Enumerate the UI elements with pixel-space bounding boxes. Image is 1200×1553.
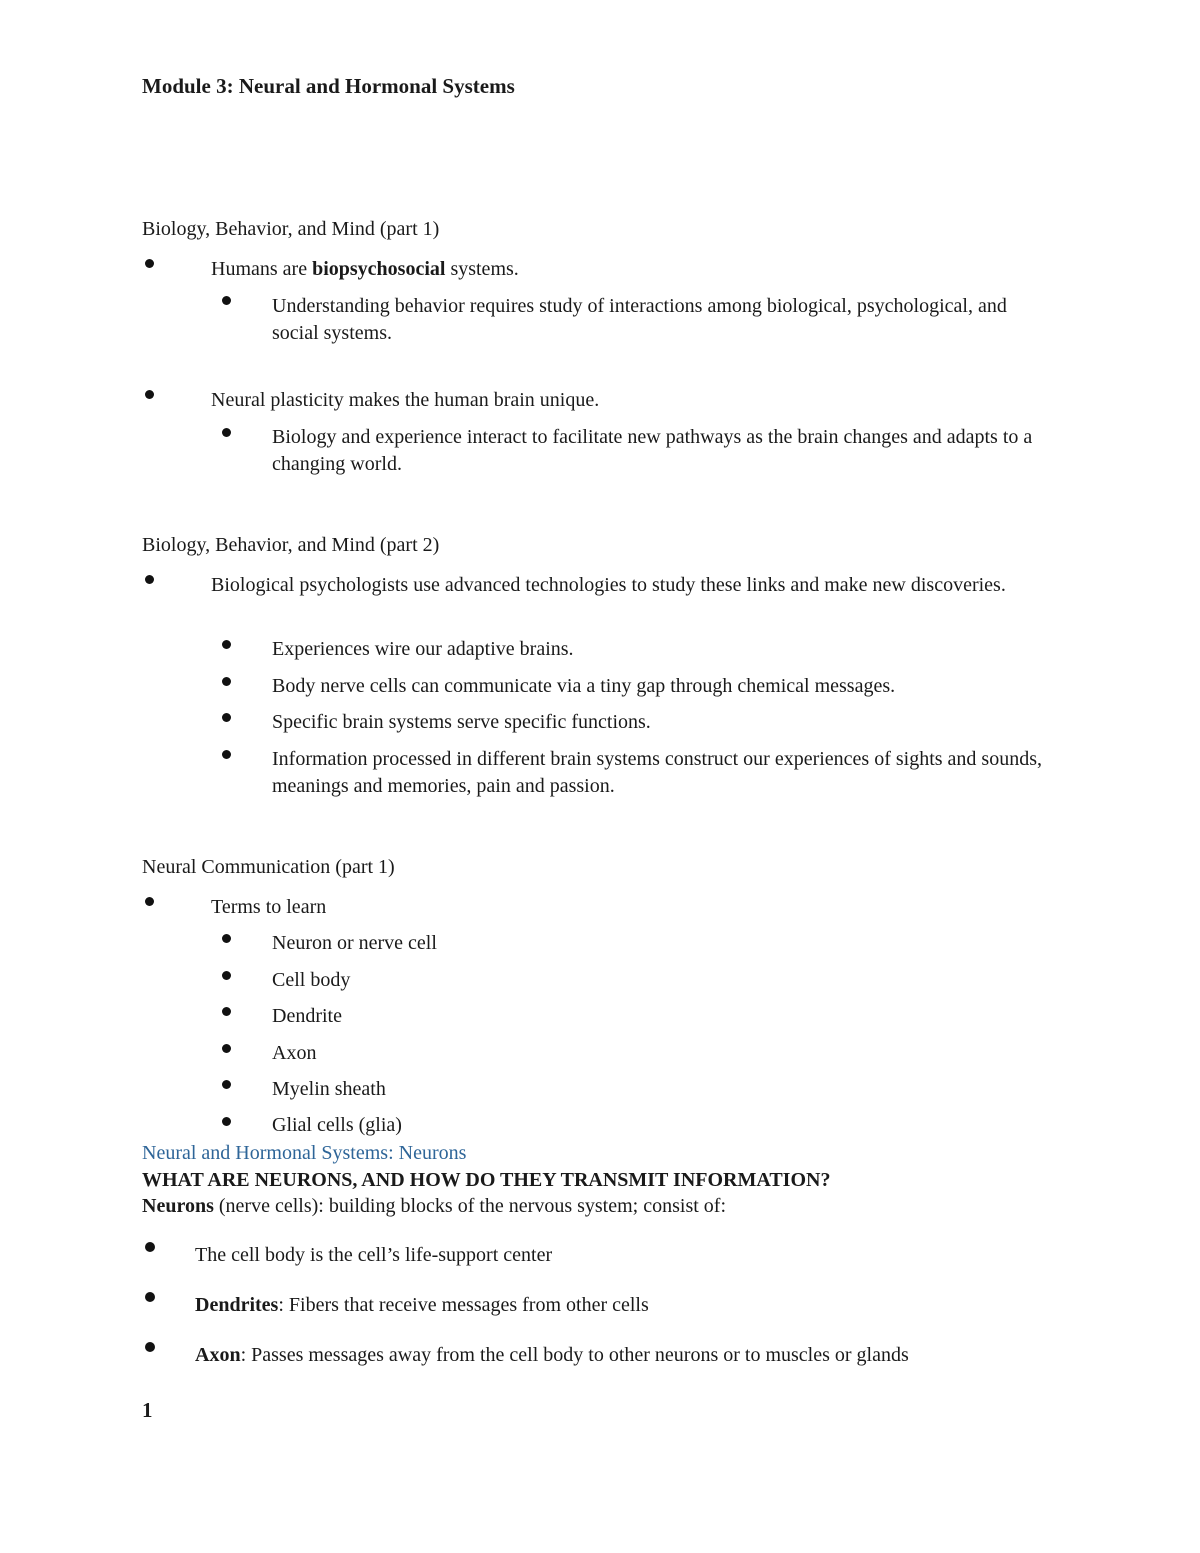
- list-item: Cell body: [272, 969, 351, 991]
- list-item: Glial cells (glia): [272, 1114, 402, 1136]
- list-item: Neuron or nerve cell: [272, 932, 437, 954]
- section-heading-part1: Biology, Behavior, and Mind (part 1): [142, 218, 440, 240]
- page-number: 1: [142, 1398, 153, 1422]
- intro-rest: (nerve cells): building blocks of the nervous system; consist of:: [213, 1195, 727, 1217]
- list-item: Neural plasticity makes the human brain unique.: [211, 389, 600, 411]
- bullet-icon: [145, 1342, 155, 1352]
- section-heading-neural-communication: Neural Communication (part 1): [142, 856, 395, 878]
- bullet-icon: [222, 640, 231, 649]
- bullet-icon: [145, 390, 154, 399]
- list-item: Understanding behavior requires study of interactions among biological, psychological, and social systems.: [272, 295, 1007, 344]
- document-title: Module 3: Neural and Hormonal Systems: [142, 74, 515, 98]
- item-rest: : Fibers that receive messages from other cells: [278, 1294, 649, 1316]
- bullet-icon: [145, 1292, 155, 1302]
- list-item: [195, 1292, 1095, 1319]
- section-heading-part2: Biology, Behavior, and Mind (part 2): [142, 534, 440, 556]
- list-item: Terms to learn: [211, 896, 327, 918]
- list-item: Biological psychologists use advanced technologies to study these links and make new discoveries.: [211, 574, 1006, 596]
- item-bold: Dendrites: [195, 1294, 279, 1316]
- list-item: [195, 1342, 1095, 1369]
- bullet-icon: [222, 1080, 231, 1089]
- list-item: Body nerve cells can communicate via a tiny gap through chemical messages.: [272, 675, 896, 697]
- bullet-icon: [222, 713, 231, 722]
- neurons-intro: [142, 1194, 726, 1218]
- item-text-prefix: Humans are: [211, 258, 313, 280]
- bullet-icon: [145, 1242, 155, 1252]
- bullet-icon: [222, 1007, 231, 1016]
- item-bold: Axon: [195, 1344, 241, 1366]
- bullet-icon: [145, 259, 154, 268]
- bullet-icon: [222, 1044, 231, 1053]
- list-item: Information processed in different brain systems construct our experiences of sights and sounds, meanings and memories, pain and passion.: [272, 748, 1042, 797]
- bullet-icon: [222, 934, 231, 943]
- item-text-suffix: systems.: [445, 258, 519, 280]
- bullet-icon: [222, 296, 231, 305]
- bullet-icon: [145, 897, 154, 906]
- bullet-icon: [222, 750, 231, 759]
- list-item: Dendrite: [272, 1005, 342, 1027]
- bullet-icon: [222, 1117, 231, 1126]
- section-heading-neurons: Neural and Hormonal Systems: Neurons: [142, 1142, 467, 1164]
- item-text-bold: biopsychosocial: [312, 258, 446, 280]
- question-heading: WHAT ARE NEURONS, AND HOW DO THEY TRANSMIT INFORMATION?: [142, 1169, 831, 1191]
- list-item: [211, 256, 1061, 283]
- intro-bold: Neurons: [142, 1195, 214, 1217]
- list-item: The cell body is the cell’s life-support center: [195, 1244, 553, 1266]
- bullet-icon: [145, 575, 154, 584]
- bullet-icon: [222, 971, 231, 980]
- item-rest: : Passes messages away from the cell body to other neurons or to muscles or glands: [240, 1344, 909, 1366]
- list-item: Experiences wire our adaptive brains.: [272, 638, 574, 660]
- list-item: Axon: [272, 1042, 317, 1064]
- list-item: Biology and experience interact to facilitate new pathways as the brain changes and adapts to a changing world.: [272, 426, 1033, 475]
- bullet-icon: [222, 677, 231, 686]
- list-item: Specific brain systems serve specific functions.: [272, 711, 651, 733]
- bullet-icon: [222, 428, 231, 437]
- list-item: Myelin sheath: [272, 1078, 386, 1100]
